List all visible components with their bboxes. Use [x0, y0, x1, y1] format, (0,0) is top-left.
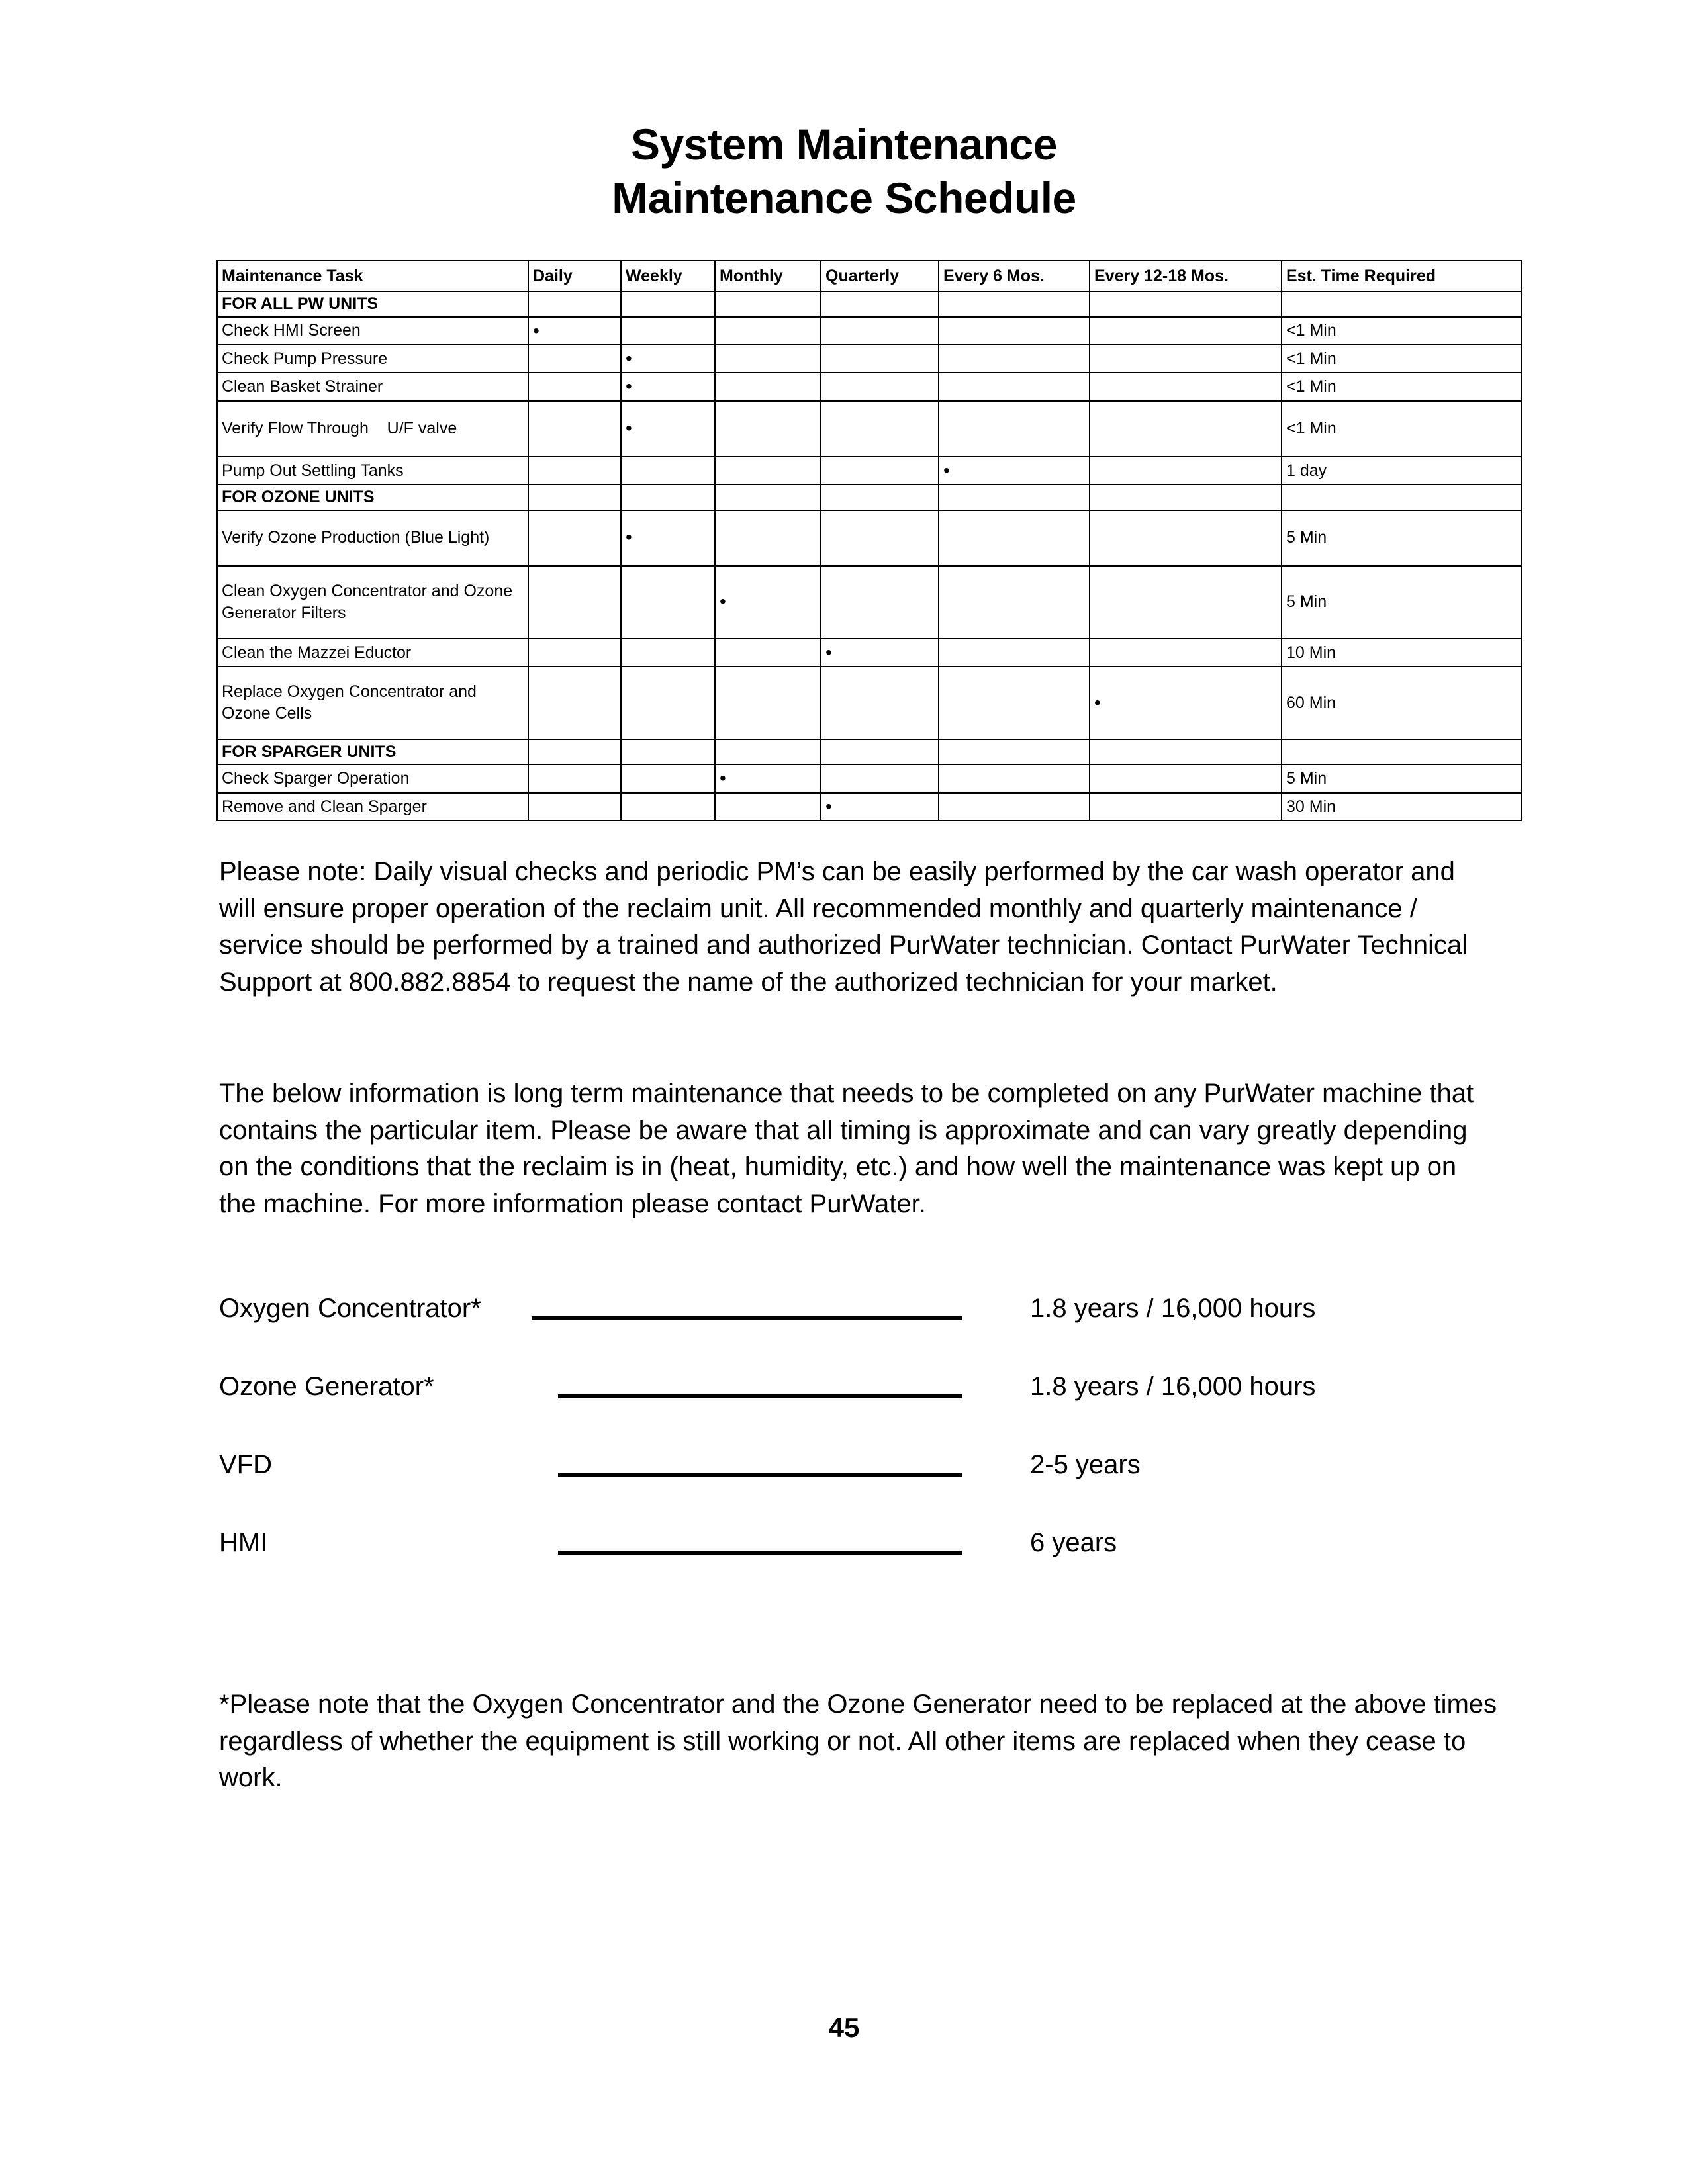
cell-est-time: 1 day: [1282, 457, 1521, 484]
cell-every-12-18-mos: [1090, 484, 1282, 510]
cell-task: FOR OZONE UNITS: [217, 484, 528, 510]
cell-daily: [528, 639, 621, 666]
cell-every-12-18-mos: [1090, 317, 1282, 345]
cell-daily: [528, 373, 621, 400]
cell-est-time: 30 Min: [1282, 793, 1521, 821]
cell-task: Clean Oxygen Concentrator and Ozone Generator Filters: [217, 566, 528, 639]
cell-weekly: •: [621, 345, 715, 373]
table-row: [217, 666, 1521, 739]
cell-quarterly: [821, 510, 939, 566]
cell-weekly: •: [621, 510, 715, 566]
cell-every-6-mos: [939, 764, 1090, 792]
cell-every-6-mos: [939, 666, 1090, 739]
cell-weekly: [621, 317, 715, 345]
leader-rule: [558, 1473, 962, 1477]
column-header-daily: Daily: [528, 261, 621, 291]
cell-task: Verify Ozone Production (Blue Light): [217, 510, 528, 566]
cell-monthly: [715, 317, 821, 345]
lifespan-list: [219, 1294, 1477, 1606]
cell-daily: [528, 401, 621, 457]
lifespan-item-value: 6 years: [1030, 1528, 1117, 1557]
cell-task: Check Sparger Operation: [217, 764, 528, 792]
column-header-monthly: Monthly: [715, 261, 821, 291]
cell-monthly: [715, 401, 821, 457]
cell-task: FOR SPARGER UNITS: [217, 739, 528, 765]
lifespan-item-label: Ozone Generator*: [219, 1372, 434, 1401]
cell-monthly: [715, 457, 821, 484]
long-term-maintenance-paragraph: The below information is long term maintenance that needs to be completed on any PurWater machine that contains the particular item. Please be aware that all timing is approximate and can vary greatly depending on the conditions that the reclaim is in (heat, humidity, etc.) and how well the maintenance was kept up on the machine. For more information please contact PurWater.: [219, 1079, 1474, 1218]
table-row: [217, 401, 1521, 457]
cell-est-time: [1282, 484, 1521, 510]
column-header-est-time: Est. Time Required: [1282, 261, 1521, 291]
cell-monthly: [715, 345, 821, 373]
cell-weekly: [621, 739, 715, 765]
cell-task: Pump Out Settling Tanks: [217, 457, 528, 484]
cell-every-12-18-mos: [1090, 401, 1282, 457]
table-row-section-sparger-units: [217, 739, 1521, 765]
cell-daily: [528, 666, 621, 739]
cell-task: Clean Basket Strainer: [217, 373, 528, 400]
cell-monthly: [715, 373, 821, 400]
page-title: [0, 118, 1688, 224]
cell-every-6-mos: [939, 373, 1090, 400]
cell-monthly: [715, 739, 821, 765]
cell-every-6-mos: [939, 345, 1090, 373]
cell-weekly: [621, 764, 715, 792]
cell-every-6-mos: [939, 739, 1090, 765]
cell-task: Replace Oxygen Concentrator and Ozone Cells: [217, 666, 528, 739]
table-row: [217, 345, 1521, 373]
cell-task: Remove and Clean Sparger: [217, 793, 528, 821]
cell-every-12-18-mos: [1090, 373, 1282, 400]
cell-every-6-mos: [939, 291, 1090, 317]
cell-est-time: [1282, 291, 1521, 317]
cell-daily: •: [528, 317, 621, 345]
cell-monthly: [715, 639, 821, 666]
cell-quarterly: [821, 764, 939, 792]
table-row: [217, 317, 1521, 345]
cell-every-6-mos: [939, 484, 1090, 510]
cell-weekly: [621, 484, 715, 510]
cell-every-12-18-mos: [1090, 566, 1282, 639]
table-row: [217, 793, 1521, 821]
cell-est-time: 5 Min: [1282, 566, 1521, 639]
cell-daily: [528, 345, 621, 373]
list-item: [219, 1372, 1477, 1450]
cell-daily: [528, 764, 621, 792]
column-header-every-12-18-mos: Every 12-18 Mos.: [1090, 261, 1282, 291]
cell-weekly: •: [621, 373, 715, 400]
cell-weekly: [621, 566, 715, 639]
table-row: [217, 566, 1521, 639]
cell-est-time: 5 Min: [1282, 764, 1521, 792]
cell-weekly: [621, 639, 715, 666]
cell-task: FOR ALL PW UNITS: [217, 291, 528, 317]
cell-daily: [528, 566, 621, 639]
list-item: [219, 1450, 1477, 1528]
cell-every-6-mos: [939, 401, 1090, 457]
title-line-maintenance-schedule: Maintenance Schedule: [612, 173, 1076, 222]
cell-monthly: •: [715, 764, 821, 792]
table-row-section-all-pw-units: [217, 291, 1521, 317]
lifespan-item-label: HMI: [219, 1528, 268, 1557]
cell-task: Clean the Mazzei Eductor: [217, 639, 528, 666]
lifespan-item-label: Oxygen Concentrator*: [219, 1294, 481, 1323]
lifespan-item-value: 1.8 years / 16,000 hours: [1030, 1372, 1316, 1401]
cell-every-6-mos: [939, 566, 1090, 639]
leader-rule: [558, 1394, 962, 1398]
column-header-weekly: Weekly: [621, 261, 715, 291]
column-header-every-6-mos: Every 6 Mos.: [939, 261, 1090, 291]
cell-every-12-18-mos: [1090, 639, 1282, 666]
cell-quarterly: •: [821, 793, 939, 821]
cell-quarterly: [821, 566, 939, 639]
cell-monthly: [715, 291, 821, 317]
maintenance-schedule-table: [216, 260, 1522, 821]
table-row: [217, 639, 1521, 666]
cell-weekly: •: [621, 401, 715, 457]
cell-every-12-18-mos: [1090, 457, 1282, 484]
table-body: [217, 291, 1521, 821]
lifespan-item-value: 1.8 years / 16,000 hours: [1030, 1294, 1316, 1323]
column-header-task: Maintenance Task: [217, 261, 528, 291]
cell-est-time: <1 Min: [1282, 401, 1521, 457]
note-paragraph: Please note: Daily visual checks and periodic PM’s can be easily performed by the car wash operator and will ensure proper operation of the reclaim unit. All recommended monthly and quarterly maintenance / service should be performed by a trained and authorized PurWater technician. Contact PurWater Technical Support at 800.882.8854 to request the name of the authorized technician for your market.: [219, 857, 1468, 997]
leader-rule: [532, 1316, 962, 1320]
cell-quarterly: [821, 739, 939, 765]
leader-rule: [558, 1551, 962, 1555]
cell-quarterly: [821, 345, 939, 373]
cell-quarterly: [821, 484, 939, 510]
cell-every-6-mos: [939, 317, 1090, 345]
table-row: [217, 373, 1521, 400]
cell-quarterly: [821, 373, 939, 400]
table-row-section-ozone-units: [217, 484, 1521, 510]
cell-quarterly: [821, 317, 939, 345]
cell-every-12-18-mos: •: [1090, 666, 1282, 739]
cell-quarterly: [821, 401, 939, 457]
cell-est-time: [1282, 739, 1521, 765]
cell-quarterly: [821, 291, 939, 317]
cell-est-time: <1 Min: [1282, 373, 1521, 400]
table-row: [217, 510, 1521, 566]
cell-quarterly: [821, 666, 939, 739]
list-item: [219, 1294, 1477, 1372]
cell-monthly: [715, 666, 821, 739]
cell-daily: [528, 457, 621, 484]
column-header-quarterly: Quarterly: [821, 261, 939, 291]
cell-est-time: 60 Min: [1282, 666, 1521, 739]
page-number: 45: [828, 2012, 860, 2043]
cell-task: Verify Flow Through U/F valve: [217, 401, 528, 457]
cell-daily: [528, 739, 621, 765]
cell-daily: [528, 484, 621, 510]
cell-weekly: [621, 666, 715, 739]
cell-every-6-mos: [939, 793, 1090, 821]
table-header-row: [217, 261, 1521, 291]
cell-every-6-mos: •: [939, 457, 1090, 484]
footnote-paragraph: *Please note that the Oxygen Concentrator and the Ozone Generator need to be replaced at the above times regardless of whether the equipment is still working or not. All other items are replaced when they cease to work.: [219, 1690, 1497, 1793]
cell-est-time: 5 Min: [1282, 510, 1521, 566]
cell-every-12-18-mos: [1090, 345, 1282, 373]
cell-task: Check Pump Pressure: [217, 345, 528, 373]
cell-weekly: [621, 291, 715, 317]
cell-every-12-18-mos: [1090, 739, 1282, 765]
cell-daily: [528, 793, 621, 821]
cell-daily: [528, 291, 621, 317]
lifespan-item-value: 2-5 years: [1030, 1450, 1141, 1479]
cell-monthly: [715, 484, 821, 510]
cell-monthly: •: [715, 566, 821, 639]
cell-weekly: [621, 457, 715, 484]
cell-quarterly: •: [821, 639, 939, 666]
lifespan-item-label: VFD: [219, 1450, 272, 1479]
cell-task: Check HMI Screen: [217, 317, 528, 345]
table-row: [217, 764, 1521, 792]
cell-daily: [528, 510, 621, 566]
cell-monthly: [715, 510, 821, 566]
cell-every-6-mos: [939, 510, 1090, 566]
cell-every-12-18-mos: [1090, 793, 1282, 821]
list-item: [219, 1528, 1477, 1606]
cell-est-time: <1 Min: [1282, 317, 1521, 345]
cell-quarterly: [821, 457, 939, 484]
cell-every-6-mos: [939, 639, 1090, 666]
cell-monthly: [715, 793, 821, 821]
cell-weekly: [621, 793, 715, 821]
cell-every-12-18-mos: [1090, 510, 1282, 566]
title-line-system-maintenance: System Maintenance: [631, 120, 1057, 169]
table-row: [217, 457, 1521, 484]
cell-est-time: <1 Min: [1282, 345, 1521, 373]
cell-every-12-18-mos: [1090, 291, 1282, 317]
cell-every-12-18-mos: [1090, 764, 1282, 792]
cell-est-time: 10 Min: [1282, 639, 1521, 666]
